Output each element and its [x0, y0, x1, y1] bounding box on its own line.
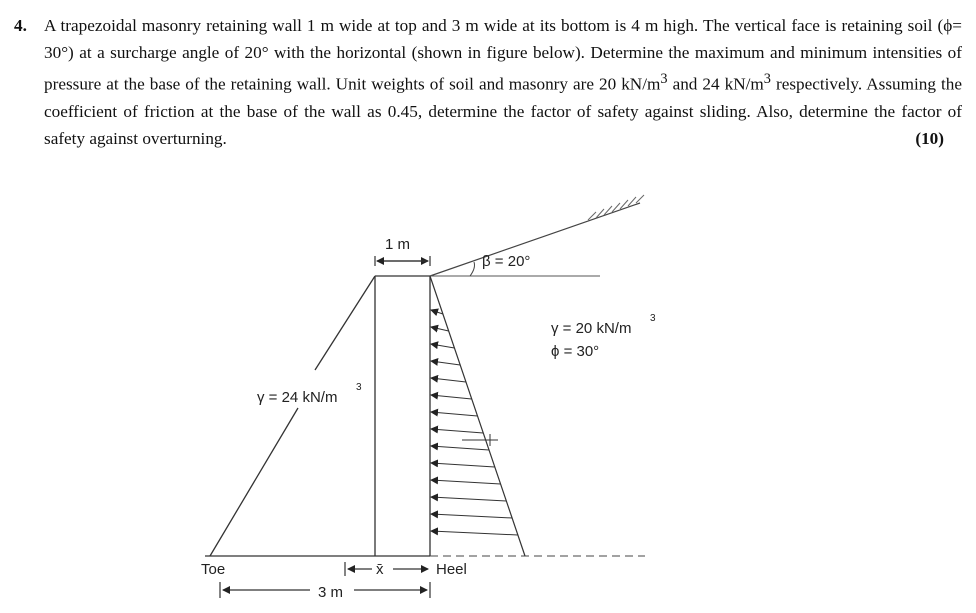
masonry-wall	[205, 276, 430, 556]
superscript: 3	[660, 71, 668, 87]
question-text-part: = 30°) at a surcharge angle of 20° with the horizontal (shown in figure below). Determine the maximum and minimum intensities of pressure at the base of the retaining wall. Unit weights of soil and masonry are 20 kN/m	[44, 16, 962, 94]
pressure-arrow	[431, 497, 506, 501]
soil-unit-weight-label: γ = 20 kN/m	[551, 320, 632, 337]
pressure-arrow	[431, 429, 483, 433]
pressure-arrows	[431, 310, 518, 535]
beta-label: β = 20°	[482, 253, 531, 270]
soil-unit-weight-exp: 3	[650, 313, 656, 324]
pressure-arrow	[431, 378, 466, 382]
heel-label: Heel	[436, 561, 467, 578]
pressure-arrow	[431, 480, 501, 484]
pressure-arrow	[431, 361, 460, 365]
pressure-arrow	[431, 395, 472, 399]
pressure-arrow	[431, 446, 489, 450]
pressure-arrow	[431, 463, 495, 467]
pressure-arrow	[431, 344, 454, 348]
masonry-unit-weight-label: γ = 24 kN/m	[257, 389, 338, 406]
phi-symbol: ϕ	[943, 16, 953, 35]
wall-sloped-face-upper	[315, 276, 375, 370]
base-width-label: 3 m	[318, 584, 344, 601]
soil-friction-angle-label: ϕ = 30°	[551, 343, 600, 360]
pressure-arrow	[431, 412, 478, 416]
soil-surcharge-line	[430, 203, 640, 276]
question-text-part: and 24 kN/m	[667, 74, 764, 94]
question-number: 4.	[14, 16, 27, 35]
beta-angle-arc	[470, 262, 475, 276]
xbar-label: x̄	[376, 561, 384, 578]
pressure-arrow	[431, 514, 512, 518]
pressure-arrow	[431, 327, 449, 331]
toe-label: Toe	[201, 561, 226, 578]
question-text-part: respectively. Assuming the coefficient of friction at the base of the wall as 0.45, determine the factor of safety against sliding. Also, determine the factor of safety against overturning.	[44, 74, 962, 148]
marks: (10)	[915, 128, 944, 148]
top-width-label: 1 m	[385, 236, 411, 253]
ground-hatching	[588, 195, 644, 220]
question-text-part: A trapezoidal masonry retaining wall 1 m wide at top and 3 m wide at its bottom is 4 m high. The vertical face is retaining soil (	[44, 16, 944, 35]
pressure-arrow	[431, 531, 518, 535]
superscript: 3	[763, 71, 771, 87]
masonry-unit-weight-exp: 3	[356, 382, 362, 393]
wall-sloped-face-lower	[210, 408, 298, 556]
